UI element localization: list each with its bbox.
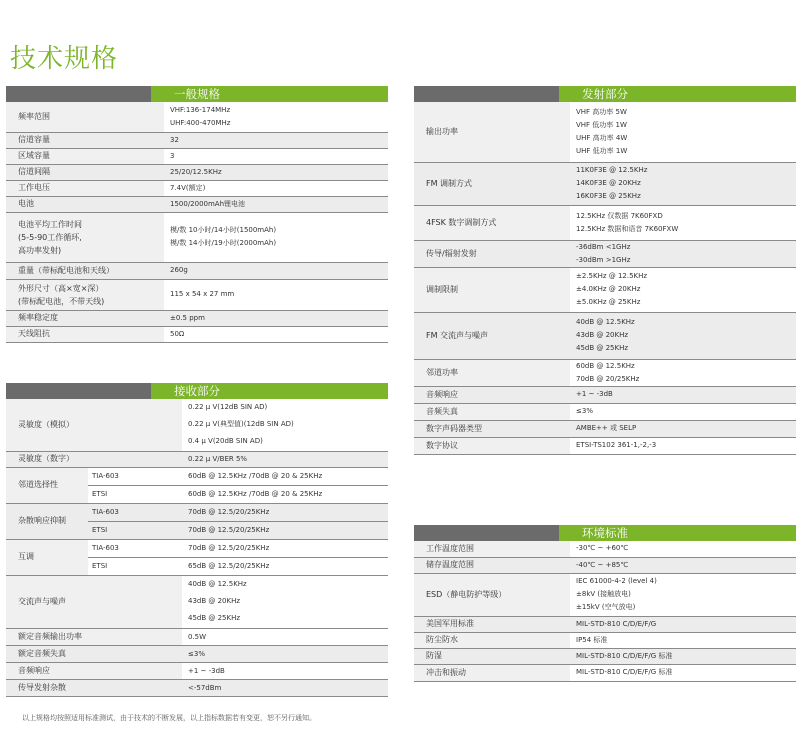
sub-label: ETSI [88,557,182,575]
section-header: 一般规格 [6,86,388,102]
spec-row [414,359,796,386]
spec-value [570,648,796,664]
sub-label: ETSI [88,485,182,503]
spec-value [164,310,388,326]
receive-section [6,383,388,697]
value-line: ±5.0KHz @ 25KHz [576,298,641,306]
spec-row [6,399,388,451]
value-line: 115 x 54 x 27 mm [170,290,235,298]
value-line: 25/20/12.5KHz [170,167,222,176]
spec-row [414,205,796,240]
sub-label: TIA-603 [88,539,182,557]
value-line: 1500/2000mAh锂电池 [170,199,246,208]
value-line: 3 [170,151,175,160]
spec-row [414,403,796,420]
value-line: 70dB @ 20/25KHz [576,374,640,383]
spec-label: 输出功率 [414,102,570,162]
spec-row [414,162,796,205]
spec-label: 额定音频失真 [6,645,182,662]
spec-value [570,267,796,312]
value-line: VHF:136-174MHz [170,105,231,114]
value-line: ±15kV (空气放电) [576,603,636,611]
spec-value [570,312,796,359]
value-line: ±4.0KHz @ 20KHz [576,285,641,293]
environment-section [414,525,796,682]
general-specs-section [6,86,388,343]
spec-value [182,399,388,451]
spec-value: 60dB @ 12.5KHz /70dB @ 20 & 25KHz [182,485,388,503]
spec-row [6,575,388,628]
value-line: (5-5-90工作循环, [18,232,82,242]
spec-row [414,632,796,648]
value-line: 45dB @ 25KHz [576,344,629,352]
value-line: 45dB @ 25KHz [188,614,241,622]
spec-value [570,386,796,403]
spec-row [414,267,796,312]
spec-row [414,420,796,437]
spec-label: 互调 [6,539,88,575]
spec-label [6,279,164,310]
value-line: ±8kV (接触放电) [576,590,631,598]
value-line: 32 [170,135,179,144]
value-line: 高功率发射) [18,245,62,255]
spec-row [414,437,796,454]
spec-row [6,164,388,180]
spec-value [164,262,388,279]
value-line: 40dB @ 12.5KHz [576,318,635,326]
spec-value [164,279,388,310]
spec-row [6,467,388,485]
value-line: IEC 61000-4-2 (level 4) [576,577,657,585]
value-line: 外形尺寸（高×宽×深） [18,283,104,293]
spec-row [414,240,796,267]
spec-value: ≤3% [182,645,388,662]
spec-row [6,262,388,279]
spec-row [6,310,388,326]
spec-value [570,205,796,240]
spec-label: 音频响应 [414,386,570,403]
value-line: 43dB @ 20KHz [576,331,629,339]
spec-row [414,386,796,403]
value-line: 60dB @ 12.5KHz [576,361,635,370]
spec-row [6,148,388,164]
value-line: 50Ω [170,329,185,338]
spec-value [570,162,796,205]
value-line: -30dBm >1GHz [576,255,631,264]
value-line: UHF:400-470MHz [170,118,231,127]
value-line: 电池平均工作时间 [18,219,82,229]
spec-label: 交流声与噪声 [6,575,182,628]
value-line: ≤3% [576,407,593,415]
spec-row [6,628,388,645]
value-line: IP54 标准 [576,635,608,644]
spec-row [414,616,796,632]
value-line: 43dB @ 20KHz [188,597,241,605]
value-line: 0.22 μ V(典型值)(12dB SIN AD) [188,420,294,429]
spec-value [570,557,796,573]
spec-row [6,196,388,212]
spec-row [6,132,388,148]
spec-label: 传导发射杂散 [6,679,182,696]
spec-label: 数字声码器类型 [414,420,570,437]
spec-value [570,359,796,386]
spec-label: ESD（静电防护等级） [414,573,570,616]
spec-value [164,196,388,212]
spec-value: 70dB @ 12.5/20/25KHz [182,539,388,557]
sub-label: TIA-603 [88,467,182,485]
value-line: -30℃ ~ +60℃ [576,544,629,553]
spec-value: 60dB @ 12.5KHz /70dB @ 20 & 25KHz [182,467,388,485]
spec-value: +1 ~ -3dB [182,662,388,679]
value-line: UHF 高功率 4W [576,133,628,142]
value-line: 40dB @ 12.5KHz [188,580,247,588]
spec-value: <-57dBm [182,679,388,696]
value-line: +1 ~ -3dB [576,390,613,398]
spec-row [6,662,388,679]
spec-row [414,648,796,664]
spec-value [570,664,796,681]
spec-label: 杂散响应抑制 [6,503,88,539]
spec-label: 天线阻抗 [6,326,164,342]
value-line: 7.4V(额定) [170,183,206,192]
value-line: 14K0F3E @ 20KHz [576,179,641,187]
value-line: ±0.5 ppm [170,313,205,322]
spec-label: 调制限制 [414,267,570,312]
spec-value [164,148,388,164]
spec-value [164,180,388,196]
spec-value [164,102,388,132]
spec-row [6,102,388,132]
value-line: VHF 高功率 5W [576,107,627,116]
sub-label: TIA-603 [88,503,182,521]
spec-value [570,573,796,616]
spec-value [182,575,388,628]
value-line: 11K0F3E @ 12.5KHz [576,166,648,174]
value-line: 12.5KHz 仅数据 7K60FXD [576,211,663,220]
spec-label: 频率稳定度 [6,310,164,326]
spec-label: 防湿 [414,648,570,664]
spec-row [6,645,388,662]
spec-row [414,664,796,681]
spec-label: 音频响应 [6,662,182,679]
section-header: 接收部分 [6,383,388,399]
value-line: MIL-STD-810 C/D/E/F/G [576,619,657,628]
spec-label: 防尘防水 [414,632,570,648]
spec-row [6,503,388,521]
spec-row [6,180,388,196]
spec-label: 信道容量 [6,132,164,148]
footnote: 以上规格均按照适用标准测试，由于技术的不断发展，以上指标数据若有变更，恕不另行通知。 [22,714,316,722]
spec-label: 信道间隔 [6,164,164,180]
value-line: MIL-STD-810 C/D/E/F/G 标准 [576,668,673,676]
spec-row [414,102,796,162]
value-line: -36dBm <1GHz [576,242,631,251]
value-line: VHF 低功率 1W [576,120,627,129]
spec-label: FM 交流声与噪声 [414,312,570,359]
spec-label: 电池 [6,196,164,212]
spec-label: 工作电压 [6,180,164,196]
value-line: 0.4 μ V(20dB SIN AD) [188,437,263,446]
value-line: 260g [170,266,188,274]
spec-value [570,403,796,420]
general-specs-table [6,102,388,343]
spec-label: 邻道功率 [414,359,570,386]
spec-label: 灵敏度（数字） [6,451,182,467]
value-line: 模/数 14小时/19小时(2000mAh) [170,239,277,247]
section-header: 环境标准 [414,525,796,541]
sub-label: ETSI [88,521,182,539]
spec-row [6,279,388,310]
spec-value [164,132,388,148]
environment-specs-table [414,541,796,682]
spec-value: 70dB @ 12.5/20/25KHz [182,503,388,521]
value-line: ETSI-TS102 361-1,-2,-3 [576,441,657,449]
value-line: 模/数 10小时/14小时(1500mAh) [170,226,277,234]
spec-value [164,212,388,262]
value-line: ±2.5KHz @ 12.5KHz [576,272,648,280]
spec-value: 0.22 μ V/BER 5% [182,451,388,467]
spec-label: 工作温度范围 [414,541,570,557]
value-line: AMBE++ 或 SELP [576,424,637,432]
receive-specs-table [6,399,388,697]
spec-label: 区域容量 [6,148,164,164]
spec-row [6,679,388,696]
spec-row [414,541,796,557]
spec-row [414,312,796,359]
value-line: 12.5KHz 数据和语音 7K60FXW [576,224,679,233]
spec-value [570,616,796,632]
spec-label: 传导/辐射发射 [414,240,570,267]
spec-value [570,632,796,648]
spec-label: FM 调制方式 [414,162,570,205]
spec-label: 冲击和振动 [414,664,570,681]
spec-label: 储存温度范围 [414,557,570,573]
spec-value: 0.5W [182,628,388,645]
spec-label: 音频失真 [414,403,570,420]
spec-value [164,164,388,180]
spec-label: 频率范围 [6,102,164,132]
spec-value [164,326,388,342]
spec-row [414,557,796,573]
spec-value: 70dB @ 12.5/20/25KHz [182,521,388,539]
spec-value [570,240,796,267]
spec-value [570,420,796,437]
spec-label [6,212,164,262]
spec-row [6,326,388,342]
value-line: (带标配电池，不带天线) [18,296,105,306]
spec-label: 灵敏度（模拟） [6,399,182,451]
spec-label: 美国军用标准 [414,616,570,632]
section-header: 发射部分 [414,86,796,102]
transmit-specs-table [414,102,796,455]
value-line: UHF 低功率 1W [576,146,628,155]
value-line: -40℃ ~ +85℃ [576,560,629,569]
spec-value [570,437,796,454]
value-line: 0.22 μ V(12dB SIN AD) [188,403,268,412]
spec-row [414,573,796,616]
spec-row [6,451,388,467]
value-line: MIL-STD-810 C/D/E/F/G 标准 [576,651,673,660]
transmit-section [414,86,796,455]
spec-label: 额定音频输出功率 [6,628,182,645]
spec-label: 数字协议 [414,437,570,454]
spec-label: 4FSK 数字调制方式 [414,205,570,240]
spec-row [6,212,388,262]
page-title: 技术规格 [10,44,119,74]
spec-value [570,541,796,557]
spec-value [570,102,796,162]
value-line: 16K0F3E @ 25KHz [576,192,641,200]
spec-row [6,539,388,557]
spec-label: 重量（带标配电池和天线） [6,262,164,279]
spec-value: 65dB @ 12.5/20/25KHz [182,557,388,575]
spec-label: 邻道选择性 [6,467,88,503]
